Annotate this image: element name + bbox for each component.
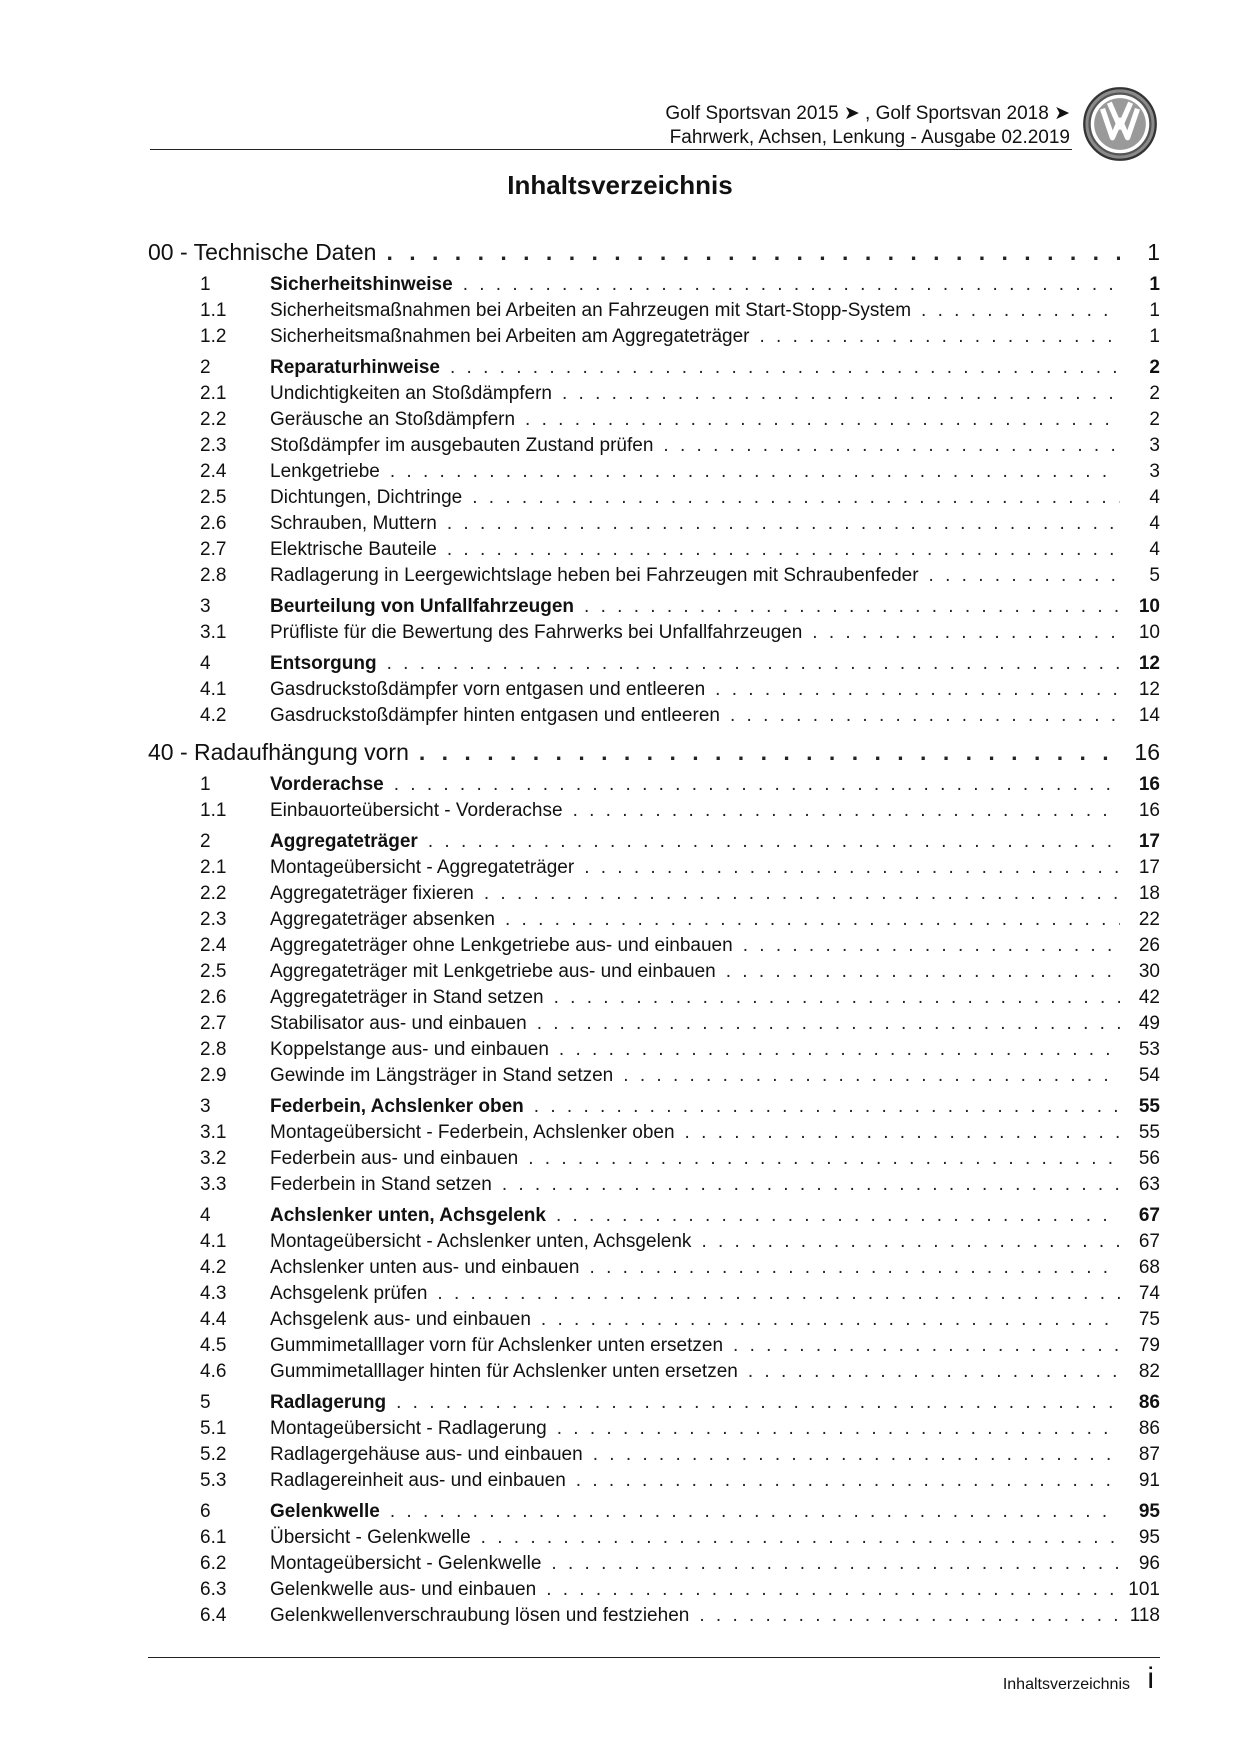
toc-entry-title: Achsgelenk aus- und einbauen [270, 1309, 531, 1330]
toc-entry-sub[interactable] [200, 1037, 1160, 1063]
toc-dot-leader [387, 651, 1120, 677]
toc-entry-title: Aggregateträger [270, 831, 418, 852]
toc-entry-title: Gasdruckstoßdämpfer vorn entgasen und entleeren [270, 679, 706, 700]
toc-entry-number: 6.4 [200, 1605, 227, 1626]
toc-entry-sub[interactable] [200, 433, 1160, 459]
toc-entry-sec[interactable] [200, 355, 1160, 381]
toc-entry-title: Dichtungen, Dichtringe [270, 487, 463, 508]
toc-entry-number: 1.1 [200, 300, 227, 321]
toc-dot-leader [590, 1255, 1120, 1281]
toc-entry-sub[interactable] [200, 381, 1160, 407]
toc-entry-sec[interactable] [200, 651, 1160, 677]
toc-dot-leader [437, 1281, 1120, 1307]
toc-entry-title: Übersicht - Gelenkwelle [270, 1527, 471, 1548]
toc-dot-leader [450, 355, 1120, 381]
toc-dot-leader [730, 703, 1120, 729]
toc-dot-leader [701, 1229, 1120, 1255]
toc-dot-leader [743, 933, 1120, 959]
toc-entry-title: Achslenker unten, Achsgelenk [270, 1205, 546, 1226]
toc-entry-number: 5 [200, 1392, 211, 1413]
toc-entry-number: 2.3 [200, 435, 227, 456]
toc-entry-number: 1 [200, 274, 211, 295]
toc-entry-title: Gummimetalllager vorn für Achslenker unten ersetzen [270, 1335, 724, 1356]
toc-entry-number: 4.6 [200, 1361, 227, 1382]
toc-entry-title: Montageübersicht - Gelenkwelle [270, 1553, 542, 1574]
toc-entry-title: Montageübersicht - Aggregateträger [270, 857, 575, 878]
toc-entry-number: 3 [200, 596, 211, 617]
toc-entry-title: Entsorgung [270, 653, 377, 674]
toc-entry-number: 4.1 [200, 679, 227, 700]
toc-entry-number: 1 [200, 774, 211, 795]
toc-dot-leader [447, 511, 1120, 537]
toc-dot-leader [557, 1416, 1120, 1442]
toc-entry-sub[interactable] [200, 855, 1160, 881]
toc-entry-chap[interactable] [148, 737, 1160, 767]
toc-entry-number: 3.1 [200, 1122, 227, 1143]
toc-entry-sub[interactable] [200, 1525, 1160, 1551]
toc-dot-leader [394, 772, 1120, 798]
toc-entry-page: 1 [1149, 326, 1160, 347]
toc-dot-leader [546, 1577, 1118, 1603]
toc-entry-title: 40 - Radaufhängung vorn [148, 739, 409, 765]
toc-entry-sub[interactable] [200, 933, 1160, 959]
toc-entry-number: 6 [200, 1501, 211, 1522]
toc-dot-leader [663, 433, 1120, 459]
toc-entry-page: 63 [1138, 1174, 1160, 1195]
toc-entry-title: Undichtigkeiten an Stoßdämpfern [270, 383, 552, 404]
toc-entry-number: 4.2 [200, 1257, 227, 1278]
toc-entry-sub[interactable] [200, 1229, 1160, 1255]
toc-dot-leader [386, 237, 1120, 267]
toc-entry-title: Aggregateträger ohne Lenkgetriebe aus- und einbauen [270, 935, 733, 956]
toc-entry-number: 3.1 [200, 622, 227, 643]
toc-entry-page: 1 [1149, 274, 1160, 295]
toc-entry-page: 82 [1138, 1361, 1160, 1382]
toc-entry-page: 16 [1138, 800, 1160, 821]
toc-entry-title: Gelenkwelle aus- und einbauen [270, 1579, 537, 1600]
toc-entry-page: 118 [1129, 1605, 1160, 1626]
toc-entry-sub[interactable] [200, 1146, 1160, 1172]
toc-entry-sub[interactable] [200, 563, 1160, 589]
toc-entry-title: Achslenker unten aus- und einbauen [270, 1257, 580, 1278]
toc-entry-title: Aggregateträger absenken [270, 909, 495, 930]
toc-entry-title: Koppelstange aus- und einbauen [270, 1039, 549, 1060]
footer-label: Inhaltsverzeichnis [1002, 1676, 1130, 1693]
toc-entry-number: 4.2 [200, 705, 227, 726]
toc-entry-page: 54 [1138, 1065, 1160, 1086]
toc-dot-leader [593, 1442, 1120, 1468]
toc-entry-page: 101 [1128, 1579, 1160, 1600]
toc-entry-page: 67 [1138, 1231, 1160, 1252]
toc-entry-page: 91 [1138, 1470, 1160, 1491]
toc-entry-sub[interactable] [200, 677, 1160, 703]
toc-entry-page: 12 [1138, 653, 1160, 674]
toc-entry-title: Reparaturhinweise [270, 357, 440, 378]
toc-entry-number: 2.2 [200, 409, 227, 430]
toc-entry-page: 17 [1138, 857, 1160, 878]
toc-dot-leader [447, 537, 1120, 563]
toc-entry-title: Radlagerung in Leergewichtslage heben bei Fahrzeugen mit Schraubenfeder [270, 565, 919, 586]
toc-entry-page: 86 [1138, 1418, 1160, 1439]
toc-entry-page: 68 [1138, 1257, 1160, 1278]
toc-entry-sub[interactable] [200, 985, 1160, 1011]
toc-entry-number: 5.2 [200, 1444, 227, 1465]
toc-entry-page: 55 [1138, 1096, 1160, 1117]
toc-entry-number: 4.4 [200, 1309, 227, 1330]
toc-entry-title: Aggregateträger fixieren [270, 883, 474, 904]
toc-entry-number: 2.1 [200, 383, 227, 404]
toc-entry-number: 2.4 [200, 935, 227, 956]
toc-entry-title: Radlagerung [270, 1392, 387, 1413]
toc-entry-number: 5.1 [200, 1418, 227, 1439]
toc-entry-title: 00 - Technische Daten [148, 239, 377, 265]
toc-dot-leader [760, 324, 1121, 350]
toc-entry-number: 2.6 [200, 987, 227, 1008]
toc-entry-page: 5 [1149, 565, 1160, 586]
toc-entry-title: Radlagergehäuse aus- und einbauen [270, 1444, 583, 1465]
toc-entry-page: 49 [1138, 1013, 1160, 1034]
toc-entry-title: Sicherheitsmaßnahmen bei Arbeiten an Fahrzeugen mit Start-Stopp-System [270, 300, 912, 321]
toc-entry-page: 42 [1138, 987, 1160, 1008]
toc-entry-sub[interactable] [200, 703, 1160, 729]
toc-entry-sub[interactable] [200, 1307, 1160, 1333]
toc-entry-sub[interactable] [200, 1281, 1160, 1307]
toc-entry-sec[interactable] [200, 1094, 1160, 1120]
toc-entry-page: 12 [1138, 679, 1160, 700]
toc-entry-title: Achsgelenk prüfen [270, 1283, 428, 1304]
toc-entry-number: 3 [200, 1096, 211, 1117]
toc-entry-number: 2.5 [200, 961, 227, 982]
toc-dot-leader [481, 1525, 1120, 1551]
toc-entry-number: 3.3 [200, 1174, 227, 1195]
toc-entry-page: 75 [1138, 1309, 1160, 1330]
toc-entry-title: Gewinde im Längsträger in Stand setzen [270, 1065, 614, 1086]
toc-entry-number: 2 [200, 831, 211, 852]
page-title: Inhaltsverzeichnis [507, 170, 733, 200]
toc-entry-title: Aggregateträger in Stand setzen [270, 987, 544, 1008]
page-header [0, 0, 1240, 150]
toc-entry-page: 30 [1138, 961, 1160, 982]
toc-entry-number: 1.1 [200, 800, 227, 821]
toc-entry-title: Radlagereinheit aus- und einbauen [270, 1470, 566, 1491]
toc-entry-sub[interactable] [200, 1577, 1160, 1603]
toc-dot-leader [534, 1094, 1120, 1120]
toc-entry-page: 2 [1149, 409, 1160, 430]
toc-entry-sub[interactable] [200, 959, 1160, 985]
toc-entry-number: 4.5 [200, 1335, 227, 1356]
toc-entry-number: 6.1 [200, 1527, 227, 1548]
toc-dot-leader [584, 594, 1120, 620]
toc-dot-leader [812, 620, 1120, 646]
toc-entry-page: 26 [1138, 935, 1160, 956]
toc-entry-sec[interactable] [200, 272, 1160, 298]
table-of-contents [148, 237, 1160, 1629]
toc-entry-sec[interactable] [200, 829, 1160, 855]
toc-entry-title: Einbauorteübersicht - Vorderachse [270, 800, 563, 821]
toc-dot-leader [584, 855, 1120, 881]
toc-entry-number: 5.3 [200, 1470, 227, 1491]
toc-entry-sub[interactable] [200, 324, 1160, 350]
toc-dot-leader [748, 1359, 1120, 1385]
toc-entry-sub[interactable] [200, 1551, 1160, 1577]
toc-entry-sub[interactable] [200, 1011, 1160, 1037]
toc-entry-page: 53 [1138, 1039, 1160, 1060]
toc-entry-sub[interactable] [200, 1468, 1160, 1494]
toc-entry-title: Gummimetalllager hinten für Achslenker unten ersetzen [270, 1361, 738, 1382]
toc-entry-title: Elektrische Bauteile [270, 539, 437, 560]
toc-entry-sub[interactable] [200, 620, 1160, 646]
toc-entry-sub[interactable] [200, 798, 1160, 824]
toc-entry-number: 2 [200, 357, 211, 378]
toc-entry-page: 10 [1138, 596, 1160, 617]
toc-entry-sec[interactable] [200, 1499, 1160, 1525]
toc-entry-sub[interactable] [200, 1603, 1160, 1629]
toc-entry-page: 79 [1138, 1335, 1160, 1356]
toc-entry-page: 16 [1134, 739, 1160, 765]
header-text [665, 102, 1070, 150]
toc-entry-title: Sicherheitshinweise [270, 274, 453, 295]
toc-entry-number: 2.8 [200, 565, 227, 586]
toc-entry-title: Gelenkwelle [270, 1501, 380, 1522]
vw-logo-icon [1082, 86, 1158, 162]
toc-dot-leader [463, 272, 1120, 298]
toc-entry-sub[interactable] [200, 1442, 1160, 1468]
toc-entry-page: 14 [1138, 705, 1160, 726]
toc-entry-sec[interactable] [200, 1390, 1160, 1416]
toc-entry-number: 2.5 [200, 487, 227, 508]
toc-entry-title: Sicherheitsmaßnahmen bei Arbeiten am Aggregateträger [270, 326, 750, 347]
toc-entry-sub[interactable] [200, 1120, 1160, 1146]
toc-entry-number: 4 [200, 653, 211, 674]
toc-entry-sub[interactable] [200, 298, 1160, 324]
toc-entry-page: 16 [1138, 774, 1160, 795]
toc-entry-page: 1 [1147, 239, 1160, 265]
toc-entry-page: 2 [1149, 383, 1160, 404]
toc-entry-sub[interactable] [200, 1063, 1160, 1089]
toc-entry-number: 4.3 [200, 1283, 227, 1304]
toc-entry-sub[interactable] [200, 1255, 1160, 1281]
footer-divider [148, 1657, 1160, 1658]
toc-entry-title: Gelenkwellenverschraubung lösen und festziehen [270, 1605, 690, 1626]
toc-dot-leader [715, 677, 1120, 703]
toc-dot-leader [573, 798, 1120, 824]
toc-entry-page: 96 [1138, 1553, 1160, 1574]
toc-dot-leader [528, 1146, 1120, 1172]
toc-entry-page: 3 [1149, 435, 1160, 456]
toc-dot-leader [726, 959, 1120, 985]
toc-entry-page: 4 [1149, 487, 1160, 508]
toc-dot-leader [390, 459, 1120, 485]
toc-entry-title: Federbein, Achslenker oben [270, 1096, 524, 1117]
toc-dot-leader [576, 1468, 1120, 1494]
toc-entry-number: 2.2 [200, 883, 227, 904]
toc-entry-sub[interactable] [200, 907, 1160, 933]
toc-dot-leader [554, 985, 1120, 1011]
toc-entry-title: Montageübersicht - Achslenker unten, Achsgelenk [270, 1231, 692, 1252]
toc-entry-number: 6.2 [200, 1553, 227, 1574]
toc-entry-title: Stabilisator aus- und einbauen [270, 1013, 527, 1034]
toc-entry-number: 4.1 [200, 1231, 227, 1252]
header-divider [150, 149, 1072, 150]
toc-entry-number: 2.9 [200, 1065, 227, 1086]
toc-entry-sub[interactable] [200, 459, 1160, 485]
toc-entry-page: 17 [1138, 831, 1160, 852]
toc-entry-sub[interactable] [200, 1333, 1160, 1359]
toc-entry-sec[interactable] [200, 1203, 1160, 1229]
toc-entry-page: 67 [1138, 1205, 1160, 1226]
toc-dot-leader [541, 1307, 1120, 1333]
toc-entry-number: 2.6 [200, 513, 227, 534]
toc-entry-title: Beurteilung von Unfallfahrzeugen [270, 596, 575, 617]
toc-entry-page: 3 [1149, 461, 1160, 482]
toc-dot-leader [419, 737, 1120, 767]
toc-entry-chap[interactable] [148, 237, 1160, 267]
toc-entry-page: 56 [1138, 1148, 1160, 1169]
toc-entry-page: 95 [1138, 1501, 1160, 1522]
toc-entry-title: Montageübersicht - Federbein, Achslenker oben [270, 1122, 675, 1143]
toc-entry-page: 86 [1138, 1392, 1160, 1413]
toc-entry-title: Geräusche an Stoßdämpfern [270, 409, 516, 430]
toc-entry-sub[interactable] [200, 1359, 1160, 1385]
toc-dot-leader [396, 1390, 1120, 1416]
toc-entry-sub[interactable] [200, 407, 1160, 433]
toc-entry-sec[interactable] [200, 594, 1160, 620]
toc-entry-title: Stoßdämpfer im ausgebauten Zustand prüfen [270, 435, 654, 456]
toc-dot-leader [685, 1120, 1120, 1146]
toc-entry-number: 2.8 [200, 1039, 227, 1060]
toc-entry-sec[interactable] [200, 772, 1160, 798]
toc-entry-number: 3.2 [200, 1148, 227, 1169]
toc-entry-title: Lenkgetriebe [270, 461, 380, 482]
toc-dot-leader [505, 907, 1120, 933]
toc-entry-number: 4 [200, 1205, 211, 1226]
toc-entry-number: 2.3 [200, 909, 227, 930]
toc-entry-title: Schrauben, Muttern [270, 513, 437, 534]
toc-dot-leader [929, 563, 1120, 589]
toc-dot-leader [472, 485, 1120, 511]
toc-entry-title: Federbein aus- und einbauen [270, 1148, 519, 1169]
toc-dot-leader [502, 1172, 1120, 1198]
toc-entry-page: 4 [1149, 539, 1160, 560]
toc-dot-leader [484, 881, 1120, 907]
header-manual-line: Fahrwerk, Achsen, Lenkung - Ausgabe 02.2019 [669, 127, 1070, 148]
toc-entry-page: 22 [1138, 909, 1160, 930]
toc-entry-page: 55 [1138, 1122, 1160, 1143]
toc-dot-leader [525, 407, 1120, 433]
toc-entry-sub[interactable] [200, 1172, 1160, 1198]
toc-entry-title: Montageübersicht - Radlagerung [270, 1418, 547, 1439]
toc-dot-leader [562, 381, 1120, 407]
footer-page-number: i [1147, 1662, 1154, 1695]
header-vehicle-line: Golf Sportsvan 2015 ➤ , Golf Sportsvan 2018 ➤ [665, 103, 1070, 124]
toc-entry-title: Federbein in Stand setzen [270, 1174, 492, 1195]
toc-entry-title: Aggregateträger mit Lenkgetriebe aus- und einbauen [270, 961, 716, 982]
toc-entry-number: 2.4 [200, 461, 227, 482]
toc-entry-number: 1.2 [200, 326, 227, 347]
toc-dot-leader [551, 1551, 1120, 1577]
toc-dot-leader [537, 1011, 1120, 1037]
toc-dot-leader [733, 1333, 1120, 1359]
toc-entry-page: 4 [1149, 513, 1160, 534]
toc-entry-number: 2.7 [200, 539, 227, 560]
toc-dot-leader [428, 829, 1120, 855]
toc-entry-number: 2.1 [200, 857, 227, 878]
toc-entry-sub[interactable] [200, 537, 1160, 563]
toc-entry-number: 2.7 [200, 1013, 227, 1034]
toc-entry-page: 87 [1138, 1444, 1160, 1465]
toc-dot-leader [623, 1063, 1120, 1089]
toc-entry-page: 74 [1138, 1283, 1160, 1304]
toc-entry-title: Vorderachse [270, 774, 384, 795]
toc-dot-leader [390, 1499, 1120, 1525]
toc-dot-leader [699, 1603, 1119, 1629]
toc-entry-title: Gasdruckstoßdämpfer hinten entgasen und entleeren [270, 705, 720, 726]
toc-entry-sub[interactable] [200, 881, 1160, 907]
toc-entry-page: 2 [1149, 357, 1160, 378]
toc-entry-sub[interactable] [200, 1416, 1160, 1442]
toc-entry-page: 1 [1149, 300, 1160, 321]
toc-entry-title: Prüfliste für die Bewertung des Fahrwerks bei Unfallfahrzeugen [270, 622, 803, 643]
toc-dot-leader [559, 1037, 1120, 1063]
toc-entry-sub[interactable] [200, 485, 1160, 511]
toc-entry-number: 6.3 [200, 1579, 227, 1600]
toc-entry-sub[interactable] [200, 511, 1160, 537]
toc-dot-leader [921, 298, 1120, 324]
toc-entry-page: 18 [1138, 883, 1160, 904]
toc-entry-page: 10 [1138, 622, 1160, 643]
toc-entry-page: 95 [1138, 1527, 1160, 1548]
toc-dot-leader [556, 1203, 1120, 1229]
